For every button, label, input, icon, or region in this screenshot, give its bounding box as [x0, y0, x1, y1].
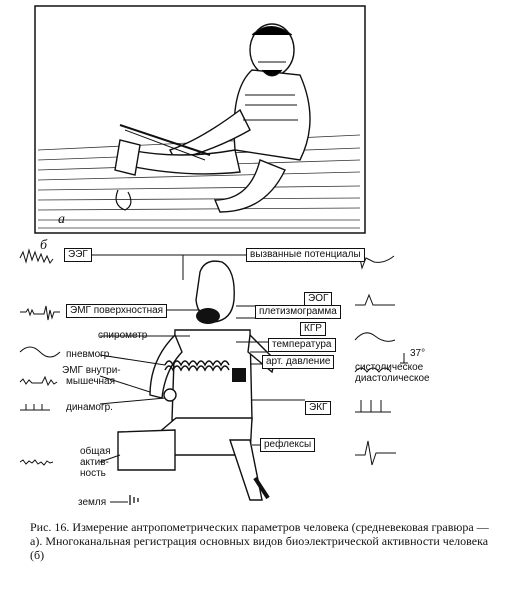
activity-label-1: общая: [80, 446, 111, 457]
temperature-label: температура: [268, 338, 336, 352]
evoked-potentials-label: вызванные потенциалы: [246, 248, 365, 262]
emg-internal-label-1: ЭМГ внутри-: [62, 365, 121, 376]
systolic-label: систолическое: [355, 362, 424, 373]
eeg-label: ЭЭГ: [64, 248, 92, 262]
panel-a-letter: а: [58, 212, 65, 227]
panel-b-letter: б: [40, 238, 48, 253]
figure-caption: Рис. 16. Измерение антропометрических параметров человека (средневековая гравюра — а). Многоканальная регистрация основных видов биоэлектрической активности человека (б): [30, 520, 489, 562]
spirometer-label: спирометр: [98, 330, 148, 341]
reflexes-label: рефлексы: [260, 438, 315, 452]
activity-label-2: актив-: [80, 457, 109, 468]
diastolic-label: диастолическое: [355, 373, 430, 384]
ground-label: земля: [78, 497, 107, 508]
temperature-value: 37°: [410, 348, 426, 359]
eog-label: ЭОГ: [304, 292, 332, 306]
pneumogram-label: пневмогр.: [66, 349, 113, 360]
dynamogram-label: динамогр.: [66, 402, 113, 413]
plethysmogram-label: плетизмограмма: [255, 305, 341, 319]
art-pressure-label: арт. давление: [262, 355, 334, 369]
ekg-label: ЭКГ: [305, 401, 331, 415]
activity-label-3: ность: [80, 468, 106, 479]
kgr-label: КГР: [300, 322, 326, 336]
emg-surface-label: ЭМГ поверхностная: [66, 304, 167, 318]
emg-internal-label-2: мышечная: [66, 376, 116, 387]
